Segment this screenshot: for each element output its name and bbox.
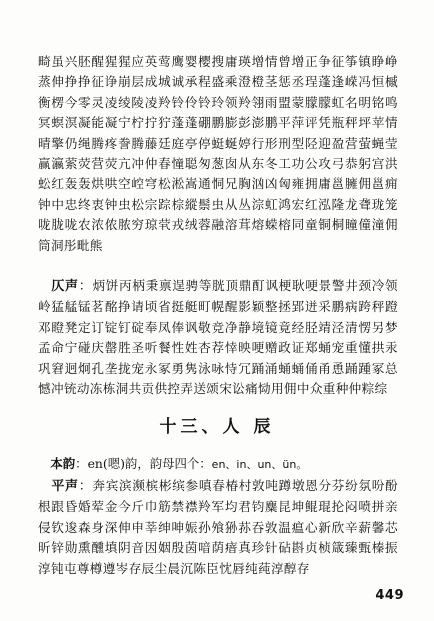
continued-ping-text: 畸虽兴胚醒猩猩应英莺鹰婴樱搜庸瑛增情曾增正争征筝镇睁峥蒸伸挣挣征诤崩层成城诚承程盛乘澄橙茎惩丞珵蓬逢嵘冯恒槭衡楞今零灵凌绫陵凌羚铃伶铃玲领羚翎雨盟蒙朦朦虹名明铭鸣冥螟溟凝能凝宁柠拧狞蓬蓬硼鹏膨彭澎鹏平萍评凭瓶秤坪苹情晴擎仍绳腾疼誊腾藤廷庭亭停蜓蜒婷行形刑型陉迎盈营萤蝇莹赢瀛萦荧营荧亢冲仲春憧聪匆葱囱从东冬工功公攻弓恭躬宫洪蚣红轰轰烘哄空崆穹松淞嵩通恫兄胸汹凶匈雍拥庸邕臃佣邕痈钟中忠终衷钟虫松宗踪棕縱鬃虫从丛淙虹鸿宏红泓隆龙聋珑笼咙胧咙农浓侬脓穷琼茕戎绒蓉融溶茸熔蝾榕同童铜桐瞳僮潼佣筒洞彤毗熊: [38, 54, 398, 253]
ping-sheng-text: 奔宾滨濒槟彬缤参嗔春椿村敦吨蹲墩恩分芬纷氛吩酚根跟昏婚荤金今斤巾筋禁襟羚军均君钧麋昆坤鲲琨抡闷喷拼亲侵钦逡森身深伸申莘绅呻娠孙飧狲荪吞敦温瘟心新欣辛薪馨芯昕锌勋熏醺填阴音因姻殷茵喑荫瘖真珍针砧斟贞桢箴臻甄榛振淳钝屯尊樽遵岑存辰尘晨沉陈臣忱唇纯莼淳醇存: [38, 478, 398, 576]
ping-sheng-paragraph: [38, 476, 398, 579]
rhyme-finals: en、in、un、ün。: [211, 458, 308, 471]
rhyme-description: [38, 454, 398, 475]
section-title: 十三、人 辰: [159, 417, 275, 437]
ze-sheng-paragraph: [38, 276, 398, 399]
rhyme-text: en(嗯)韵，韵母四个：: [87, 456, 212, 471]
ping-sheng-label: 平声 ：: [51, 479, 92, 494]
ze-sheng-text: 炳饼丙柄秉禀逞骋等胱顶鼎酊讽梗耿哽景警井颈冷领岭猛艋锰茗酩挣请顷省挺艇町幌醒影颖整拯郢迸采鹏病跨秤蹬邓瞪凳定订锭钉碇奉凤俸讽敬竞净静境镜竟经胫靖泾清愣另梦孟命宁碰庆罄胜圣听餐性姓杏荐悻映哽赠政证郑蛹宠重懂拱汞巩窘迥炯孔垄拢宠永冢勇隽泳咏恃冗踊涌蛹蛹俑甬恿踊踵冢总憾冲铳动冻栋洞共贡供控弄送颂宋讼痛恸用佣中众重种仲粽综: [38, 278, 398, 397]
ze-sheng-label: 仄声 ：: [51, 279, 92, 294]
rhyme-label: 本韵 ：: [50, 456, 87, 471]
page-number: 449: [375, 588, 404, 603]
